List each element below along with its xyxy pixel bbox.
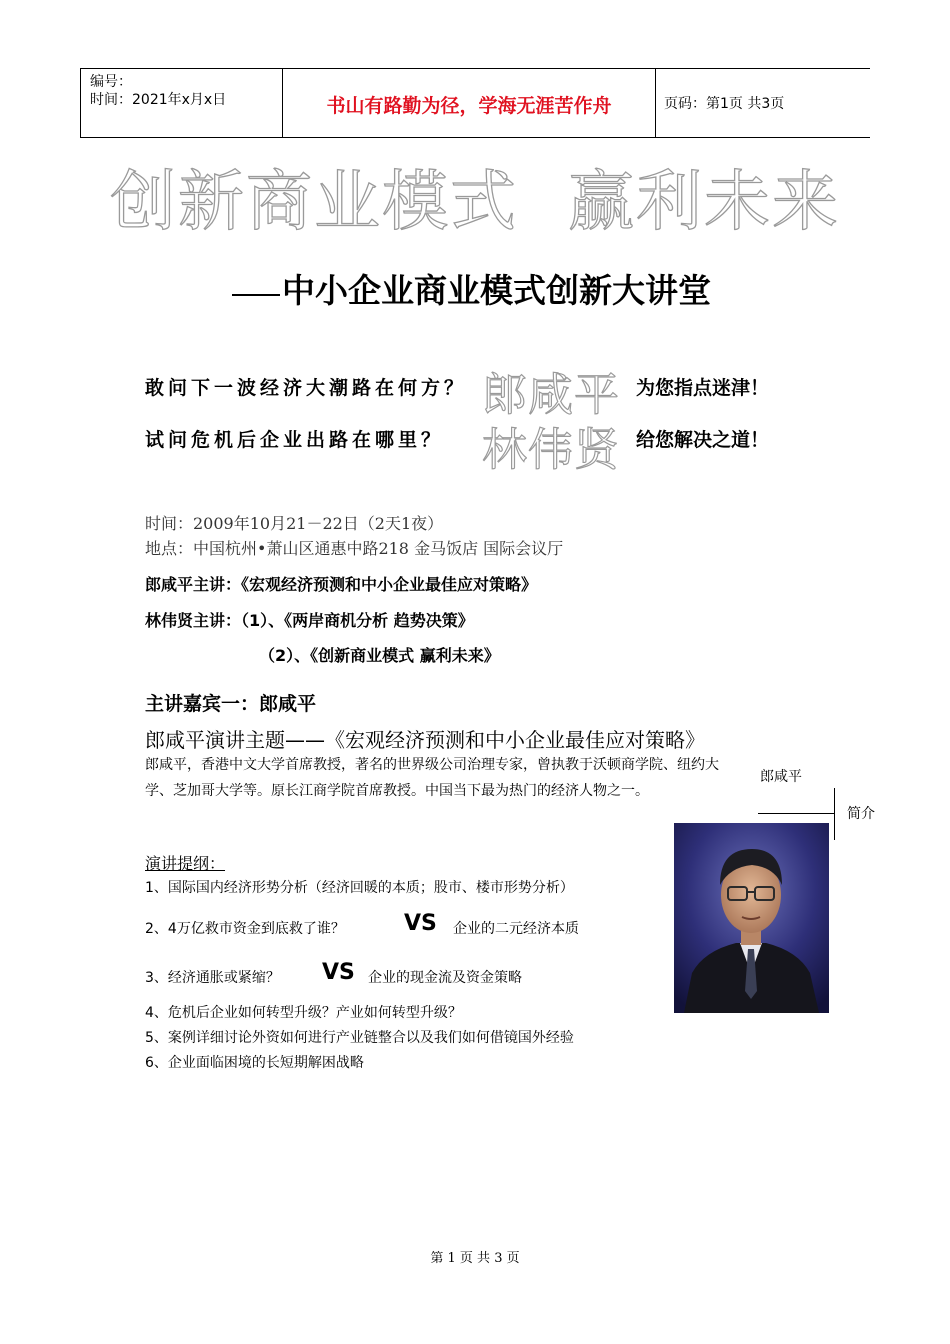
speaker-name-1: 郎咸平 xyxy=(482,368,621,421)
guest-theme: 郎咸平演讲主题——《宏观经济预测和中小企业最佳应对策略》 xyxy=(145,728,705,752)
outline-heading: 演讲提纲： xyxy=(145,854,226,873)
outline-item-6: 6、企业面临困境的长短期解困战略 xyxy=(145,1055,364,1071)
lang-talk: 郎咸平主讲：《宏观经济预测和中小企业最佳应对策略》 xyxy=(145,575,538,594)
side-horizontal-line xyxy=(758,813,834,814)
question-1: 敢问下一波经济大潮路在何方？ xyxy=(145,377,468,399)
outline-item-3-post: 企业的现金流及资金策略 xyxy=(368,970,522,986)
side-label: 简介 xyxy=(847,806,875,822)
speaker-name-2: 林伟贤 xyxy=(482,423,621,476)
big-title xyxy=(0,148,950,243)
subtitle-dash xyxy=(232,294,280,296)
speaker-photo xyxy=(674,823,829,1013)
header-divider-2 xyxy=(655,69,656,137)
header-border-left xyxy=(80,69,81,137)
answer-1: 为您指点迷津！ xyxy=(636,377,770,399)
guest-bio: 郎咸平，香港中文大学首席教授，著名的世界级公司治理专家，曾执教于沃顿商学院、纽约大学、芝加哥大学等。原长江商学院首席教授。中国当下最为热门的经济人物之一。 xyxy=(145,757,719,799)
outline-item-2-post: 企业的二元经济本质 xyxy=(453,921,579,937)
subtitle xyxy=(232,265,711,312)
page-footer: 第 1 页 共 3 页 xyxy=(430,1251,520,1266)
header-time: 时间：2021年x月x日 xyxy=(90,92,227,108)
outline-item-5: 5、案例详细讨论外资如何进行产业链整合以及我们如何借镜国外经验 xyxy=(145,1030,574,1046)
subtitle-text: 中小企业商业模式创新大讲堂 xyxy=(282,271,711,310)
header-number-label: 编号： xyxy=(90,74,132,90)
outline-item-1: 1、国际国内经济形势分析（经济回暖的本质；股市、楼市形势分析） xyxy=(145,880,574,896)
side-name: 郎咸平 xyxy=(760,769,802,785)
header-motto: 书山有路勤为径，学海无涯苦作舟 xyxy=(326,95,612,117)
lin-talk-2: （2）、《创新商业模式 赢利未来》 xyxy=(259,646,500,665)
big-title-part2: 赢利未来 xyxy=(568,163,840,240)
outline-item-2: 2、4万亿救市资金到底救了谁？ xyxy=(145,921,345,937)
event-time: 时间：2009年10月21－22日（2天1夜） xyxy=(145,514,444,533)
outline-item-4: 4、危机后企业如何转型升级？产业如何转型升级？ xyxy=(145,1005,462,1021)
outline-item-2-vs: VS xyxy=(404,911,437,936)
guest-heading: 主讲嘉宾一：郎咸平 xyxy=(145,693,317,715)
side-vertical-line xyxy=(834,788,835,840)
answer-2: 给您解决之道！ xyxy=(636,429,770,451)
big-title-part1: 创新商业模式 xyxy=(110,163,518,240)
lin-talk-1: 林伟贤主讲：（1）、《两岸商机分析 趋势决策》 xyxy=(145,611,474,630)
outline-item-3-vs: VS xyxy=(322,960,355,985)
header-meta xyxy=(90,73,226,109)
question-2: 试问危机后企业出路在哪里？ xyxy=(145,429,445,451)
header-table xyxy=(80,68,870,138)
event-place: 地点：中国杭州•萧山区通惠中路218 金马饭店 国际会议厅 xyxy=(145,539,564,558)
outline-item-3: 3、经济通胀或紧缩？ xyxy=(145,970,280,986)
header-page-info: 页码：第1页 共3页 xyxy=(664,96,785,112)
speaker-portrait-icon xyxy=(674,823,829,1013)
